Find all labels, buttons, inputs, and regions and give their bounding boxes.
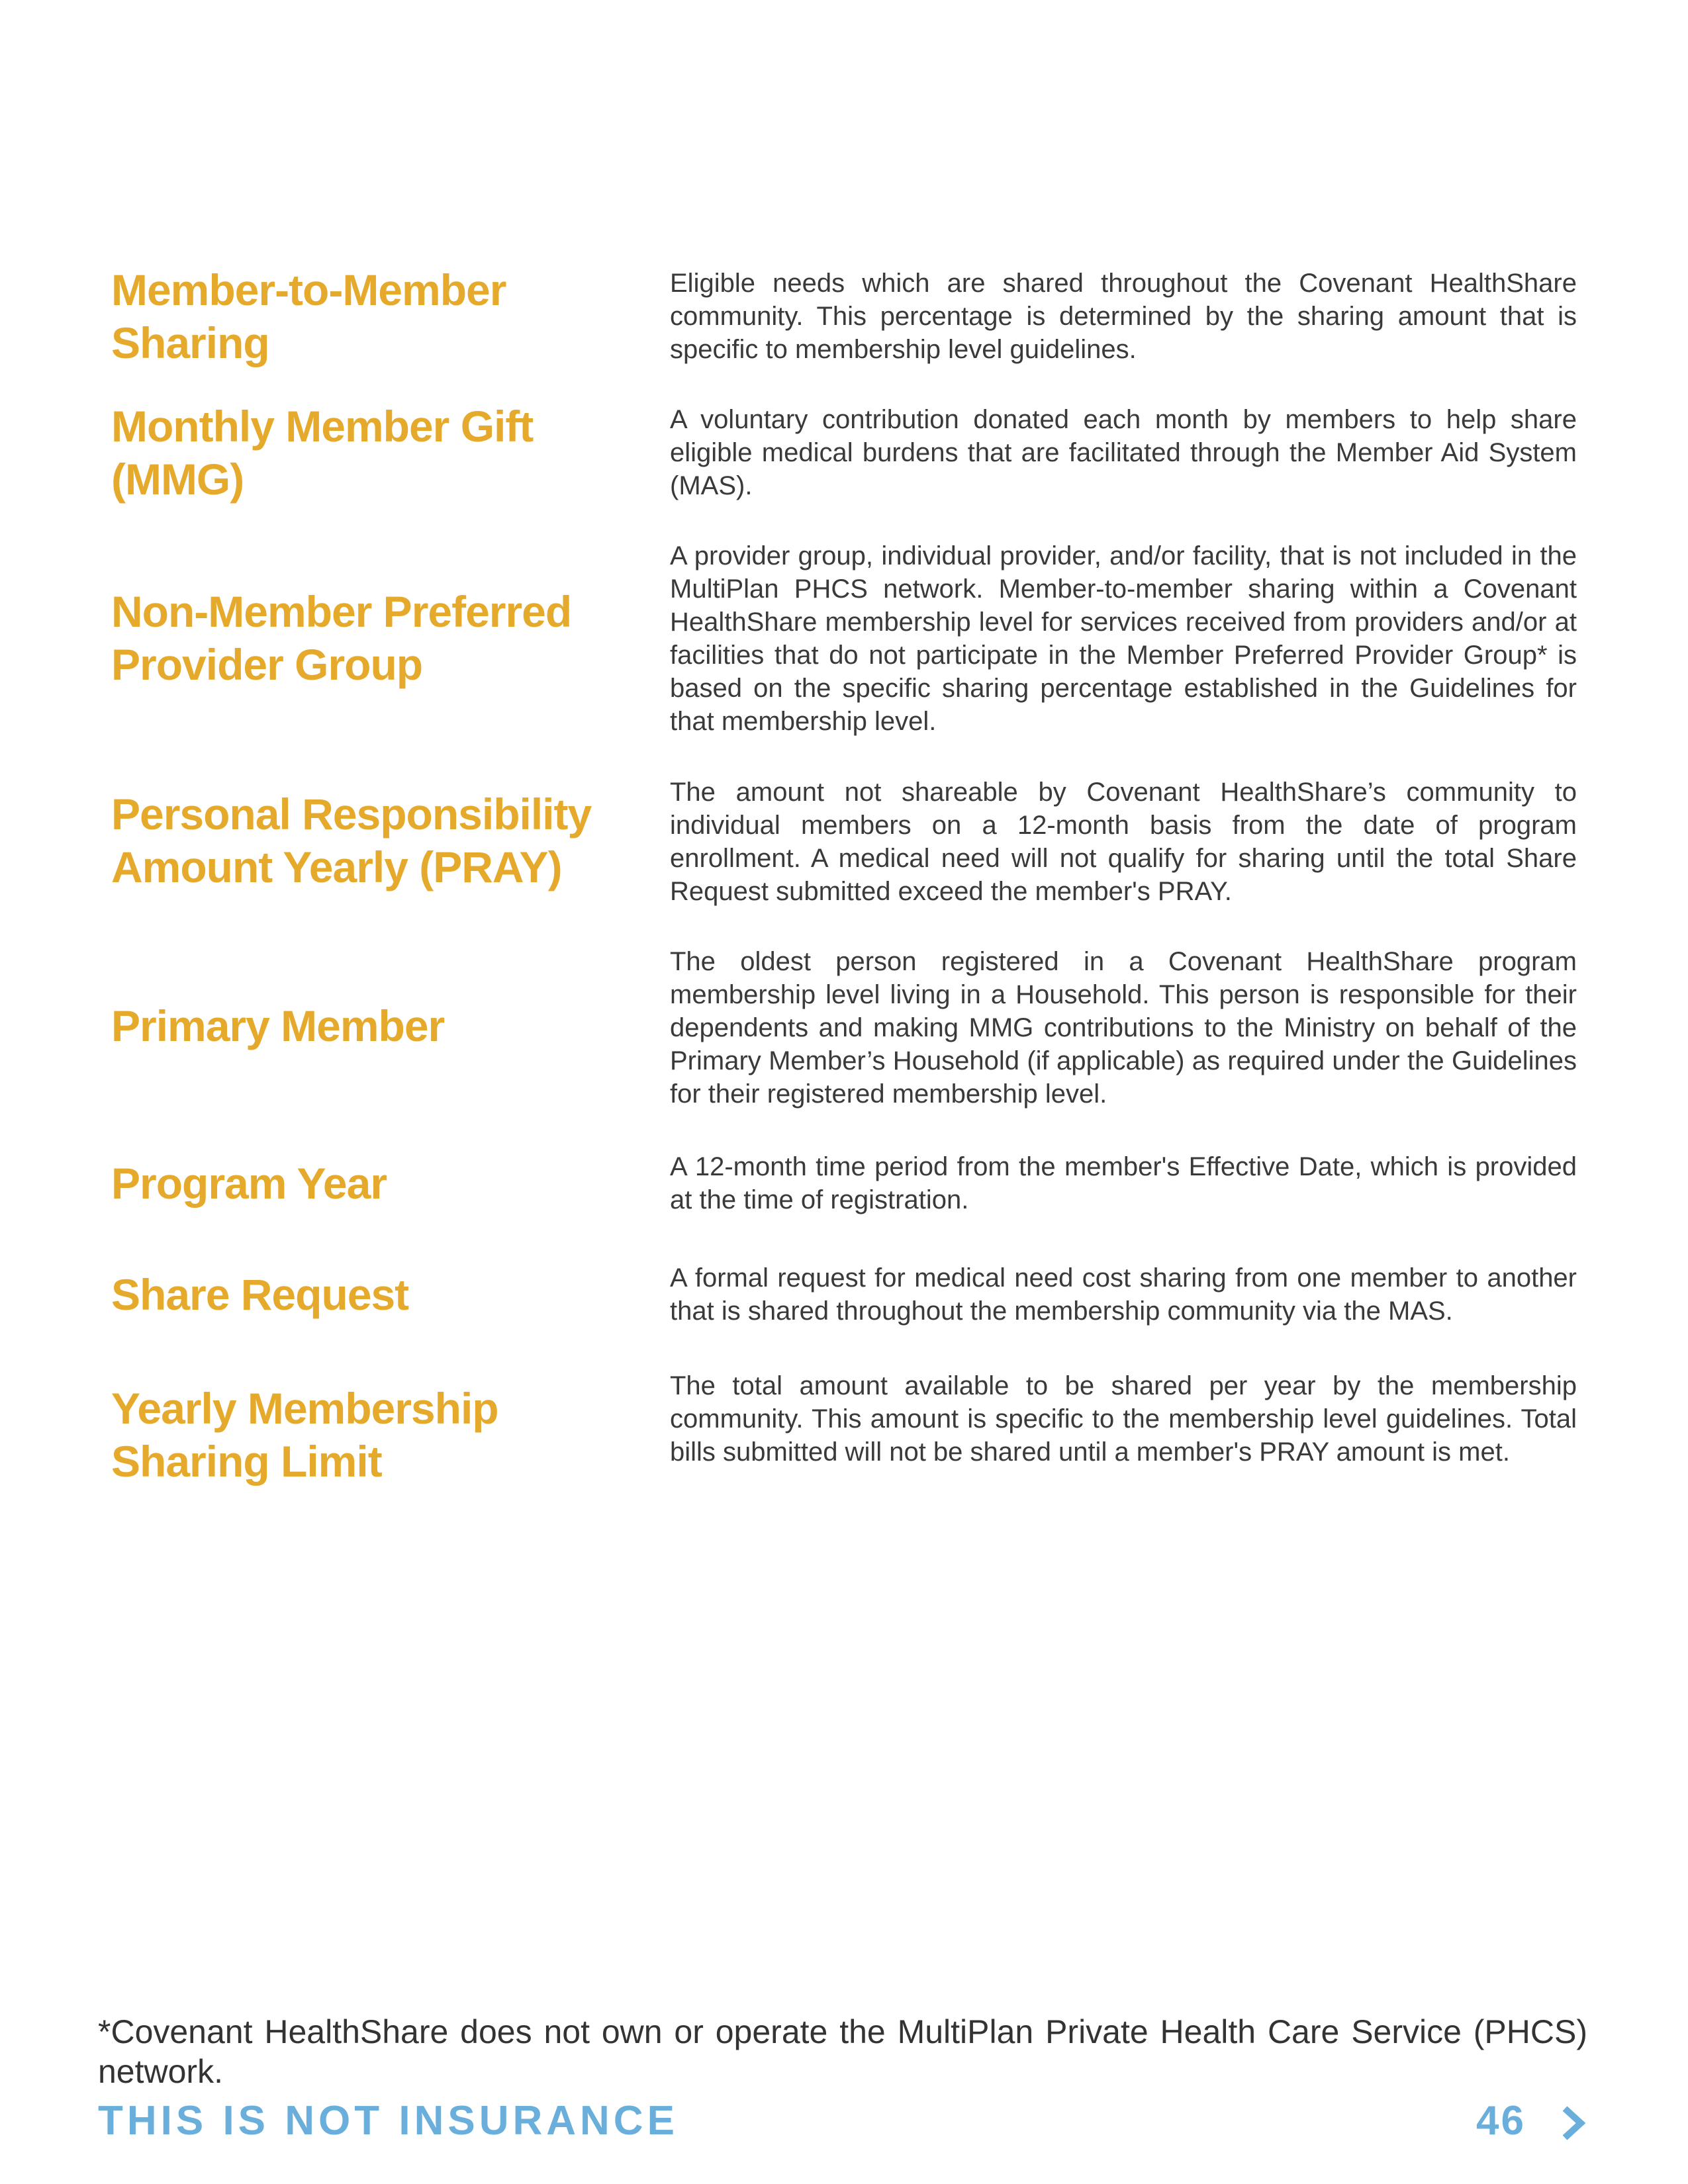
glossary-definition: A provider group, individual provider, and/or facility, that is not included in the MultiPlan PHCS network. Member-to-member sharing within a Covenant HealthShare membership level for services received from providers and/or at facilities that do not participate in the Member Preferred Provider Group* is based on the specific sharing percentage established in the Guidelines for that membership level. bbox=[670, 541, 1577, 736]
glossary-term: Program Year bbox=[111, 1159, 387, 1208]
glossary-definition: A voluntary contribution donated each month by members to help share eligible medical burdens that are facilitated through the Member Aid System (MAS). bbox=[670, 405, 1577, 500]
glossary-term: Monthly Member Gift (MMG) bbox=[111, 402, 534, 504]
footnote: *Covenant HealthShare does not own or operate the MultiPlan Private Health Care Service (PHCS) network. bbox=[98, 2013, 1587, 2090]
glossary-term: Share Request bbox=[111, 1270, 409, 1319]
glossary-term: Member-to-Member Sharing bbox=[111, 265, 506, 367]
glossary-term: Primary Member bbox=[111, 1001, 445, 1050]
not-insurance-disclaimer: THIS IS NOT INSURANCE bbox=[98, 2098, 679, 2144]
glossary-term: Non-Member Preferred Provider Group bbox=[111, 587, 572, 689]
glossary-definition: A 12-month time period from the member's Effective Date, which is provided at the time of registration. bbox=[670, 1152, 1577, 1214]
chevron-right-icon[interactable] bbox=[1557, 2105, 1590, 2142]
glossary-definition: The oldest person registered in a Covenant HealthShare program membership level living in a Household. This person is responsible for their dependents and making MMG contributions to the Ministry on behalf of the Primary Member’s Household (if applicable) as required under the Guidelines for their registered membership level. bbox=[670, 947, 1577, 1109]
glossary-definition: The amount not shareable by Covenant HealthShare’s community to individual members on a 12-month basis from the date of program enrollment. A medical need will not qualify for sharing until the total Share Request submitted exceed the member's PRAY. bbox=[670, 778, 1577, 906]
page-number: 46 bbox=[1476, 2098, 1526, 2144]
glossary-term: Yearly Membership Sharing Limit bbox=[111, 1384, 498, 1486]
glossary-term: Personal Responsibility Amount Yearly (PRAY) bbox=[111, 790, 592, 891]
glossary-definition: The total amount available to be shared per year by the membership community. This amount is specific to the membership level guidelines. Total bills submitted will not be shared until a member's PRAY amount is met. bbox=[670, 1371, 1577, 1467]
glossary-definition: Eligible needs which are shared throughout the Covenant HealthShare community. This percentage is determined by the sharing amount that is specific to membership level guidelines. bbox=[670, 269, 1577, 364]
glossary-definition: A formal request for medical need cost sharing from one member to another that is shared throughout the membership community via the MAS. bbox=[670, 1263, 1577, 1326]
